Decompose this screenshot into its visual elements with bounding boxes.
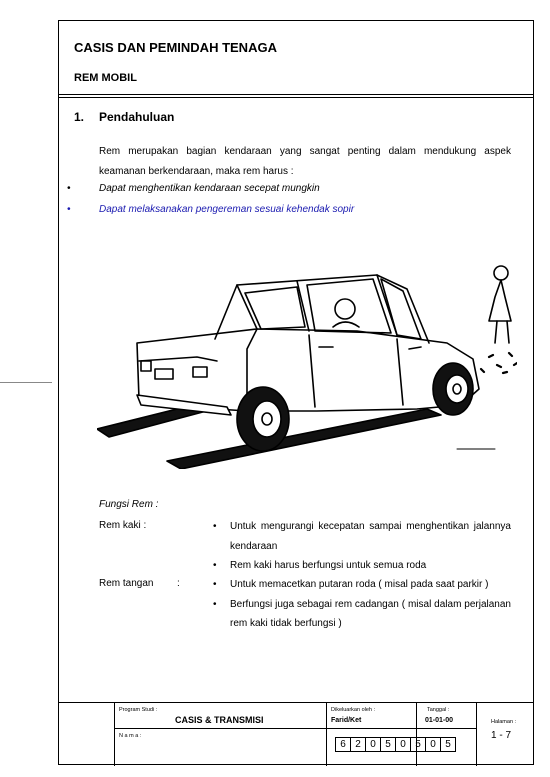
rem-tangan-colon: : bbox=[177, 578, 180, 589]
code-digit: 5 bbox=[440, 737, 456, 752]
header-rule bbox=[59, 94, 533, 95]
list-item-text: Rem kaki harus berfungsi untuk semua roda bbox=[230, 560, 427, 571]
list-item bbox=[213, 575, 511, 595]
bullet-icon: • bbox=[213, 579, 217, 590]
program-cell bbox=[114, 703, 326, 766]
car-braking-illustration bbox=[97, 239, 517, 469]
halaman-label: Halaman : bbox=[491, 719, 517, 725]
page-subtitle: REM MOBIL bbox=[74, 72, 137, 84]
code-digit: 6 bbox=[335, 737, 351, 752]
bullet-icon: • bbox=[67, 183, 71, 194]
list-item-text: Berfungsi juga sebagai rem cadangan ( misal dalam perjalanan rem kaki tidak berfungsi ) bbox=[230, 598, 511, 629]
halaman-cell bbox=[476, 703, 534, 766]
code-digit: 2 bbox=[350, 737, 366, 752]
list-item-text: Untuk memacetkan putaran roda ( misal pada saat parkir ) bbox=[230, 579, 489, 590]
program-label: Program Studi : bbox=[119, 707, 158, 713]
rem-tangan-list bbox=[213, 575, 511, 634]
rem-tangan-label: Rem tangan bbox=[99, 578, 154, 589]
dikeluarkan-value: Farid/Ket bbox=[331, 717, 362, 724]
list-item bbox=[213, 517, 511, 556]
bullet-text: Dapat menghentikan kendaraan secepat mungkin bbox=[99, 183, 320, 194]
page-title: CASIS DAN PEMINDAH TENAGA bbox=[74, 40, 277, 55]
bullet-icon: • bbox=[213, 560, 217, 571]
program-value: CASIS & TRANSMISI bbox=[175, 715, 264, 725]
intro-paragraph: Rem merupakan bagian kendaraan yang sangat penting dalam mendukung aspek keamanan berkendaraan, maka rem harus : bbox=[99, 146, 511, 177]
section-title: Pendahuluan bbox=[99, 110, 175, 124]
page-frame bbox=[58, 20, 534, 765]
footer-table bbox=[58, 702, 534, 765]
list-item bbox=[213, 556, 511, 576]
rem-kaki-label: Rem kaki : bbox=[99, 520, 147, 531]
bullet-icon: • bbox=[213, 598, 217, 610]
rem-kaki-list bbox=[213, 517, 511, 576]
dikeluarkan-label: Dikeluarkan oleh : bbox=[331, 707, 376, 713]
margin-line bbox=[0, 382, 52, 383]
tanggal-cell bbox=[416, 703, 476, 766]
code-digit: 0 bbox=[425, 737, 441, 752]
list-item bbox=[213, 595, 511, 634]
section-number: 1. bbox=[74, 110, 85, 124]
dikeluarkan-cell bbox=[326, 703, 416, 766]
code-digit: 5 bbox=[380, 737, 396, 752]
halaman-value: 1 - 7 bbox=[491, 730, 512, 741]
code-digit: 0 bbox=[395, 737, 411, 752]
code-digits bbox=[336, 737, 456, 752]
code-digit: 5 bbox=[410, 737, 426, 752]
tanggal-value: 01-01-00 bbox=[425, 717, 454, 724]
bullet-icon: • bbox=[67, 204, 71, 215]
bullet-icon: • bbox=[213, 521, 217, 532]
list-item-text: Untuk mengurangi kecepatan sampai menghentikan jalannya kendaraan bbox=[230, 521, 511, 552]
cell-divider bbox=[115, 728, 326, 729]
header-rule-double bbox=[59, 97, 533, 98]
code-digit: 0 bbox=[365, 737, 381, 752]
nama-label: N a m a : bbox=[119, 733, 142, 739]
fungsi-heading: Fungsi Rem : bbox=[99, 499, 159, 510]
bullet-text: Dapat melaksanakan pengereman sesuai kehendak sopir bbox=[99, 204, 355, 215]
cell-divider bbox=[326, 728, 476, 729]
tanggal-label: Tanggal : bbox=[427, 707, 450, 713]
